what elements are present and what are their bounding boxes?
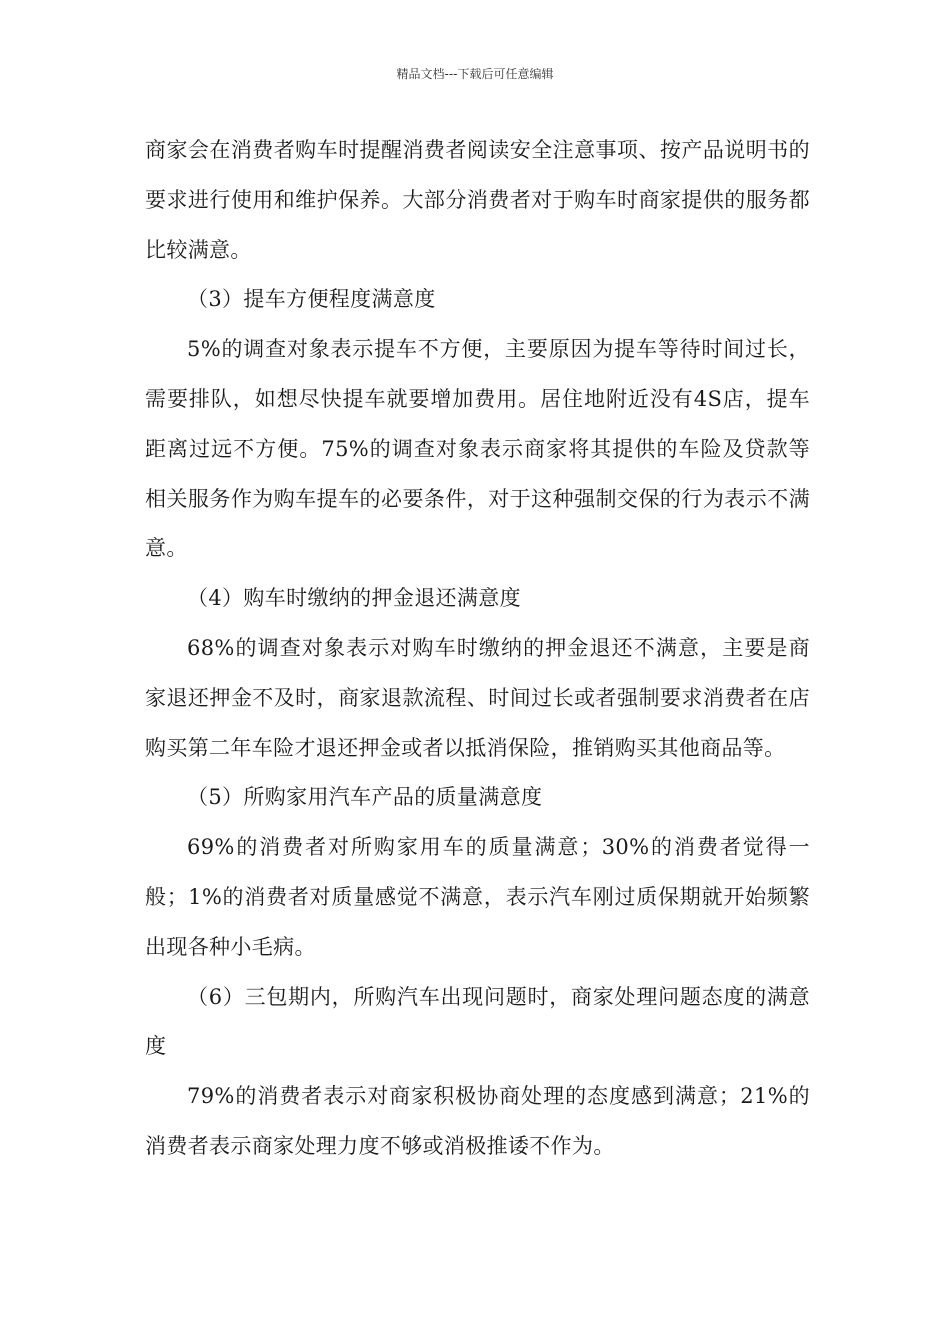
document-body — [145, 126, 810, 1172]
paragraph-warranty-handling: 79%的消费者表示对商家积极协商处理的态度感到满意；21%的消费者表示商家处理力度不够或消极推诿不作为。 — [145, 1084, 810, 1158]
paragraph-pickup-convenience: 5%的调查对象表示提车不方便，主要原因为提车等待时间过长，需要排队，如想尽快提车就要增加费用。居住地附近没有4S店，提车距离过远不方便。75%的调查对象表示商家将其提供的车险及贷款等相关服务作为购车提车的必要条件，对于这种强制交保的行为表示不满意。 — [145, 337, 810, 561]
section-heading-deposit-refund: （4）购车时缴纳的押金退还满意度 — [187, 586, 521, 611]
section-heading-pickup-convenience: （3）提车方便程度满意度 — [187, 287, 436, 312]
section-heading-product-quality: （5）所购家用汽车产品的质量满意度 — [187, 785, 543, 810]
paragraph-product-quality: 69%的消费者对所购家用车的质量满意；30%的消费者觉得一般；1%的消费者对质量感觉不满意，表示汽车刚过质保期就开始频繁出现各种小毛病。 — [145, 835, 810, 959]
paragraph-deposit-refund: 68%的调查对象表示对购车时缴纳的押金退还不满意，主要是商家退还押金不及时，商家退款流程、时间过长或者强制要求消费者在店购买第二年车险才退还押金或者以抵消保险，推销购买其他商品等。 — [145, 635, 810, 760]
paragraph-dealer-service: 商家会在消费者购车时提醒消费者阅读安全注意事项、按产品说明书的要求进行使用和维护保养。大部分消费者对于购车时商家提供的服务都比较满意。 — [145, 138, 810, 262]
page-header: 精品文档---下载后可任意编辑 — [396, 67, 554, 81]
section-heading-warranty-handling: （6）三包期内，所购汽车出现问题时，商家处理问题态度的满意度 — [145, 984, 810, 1059]
